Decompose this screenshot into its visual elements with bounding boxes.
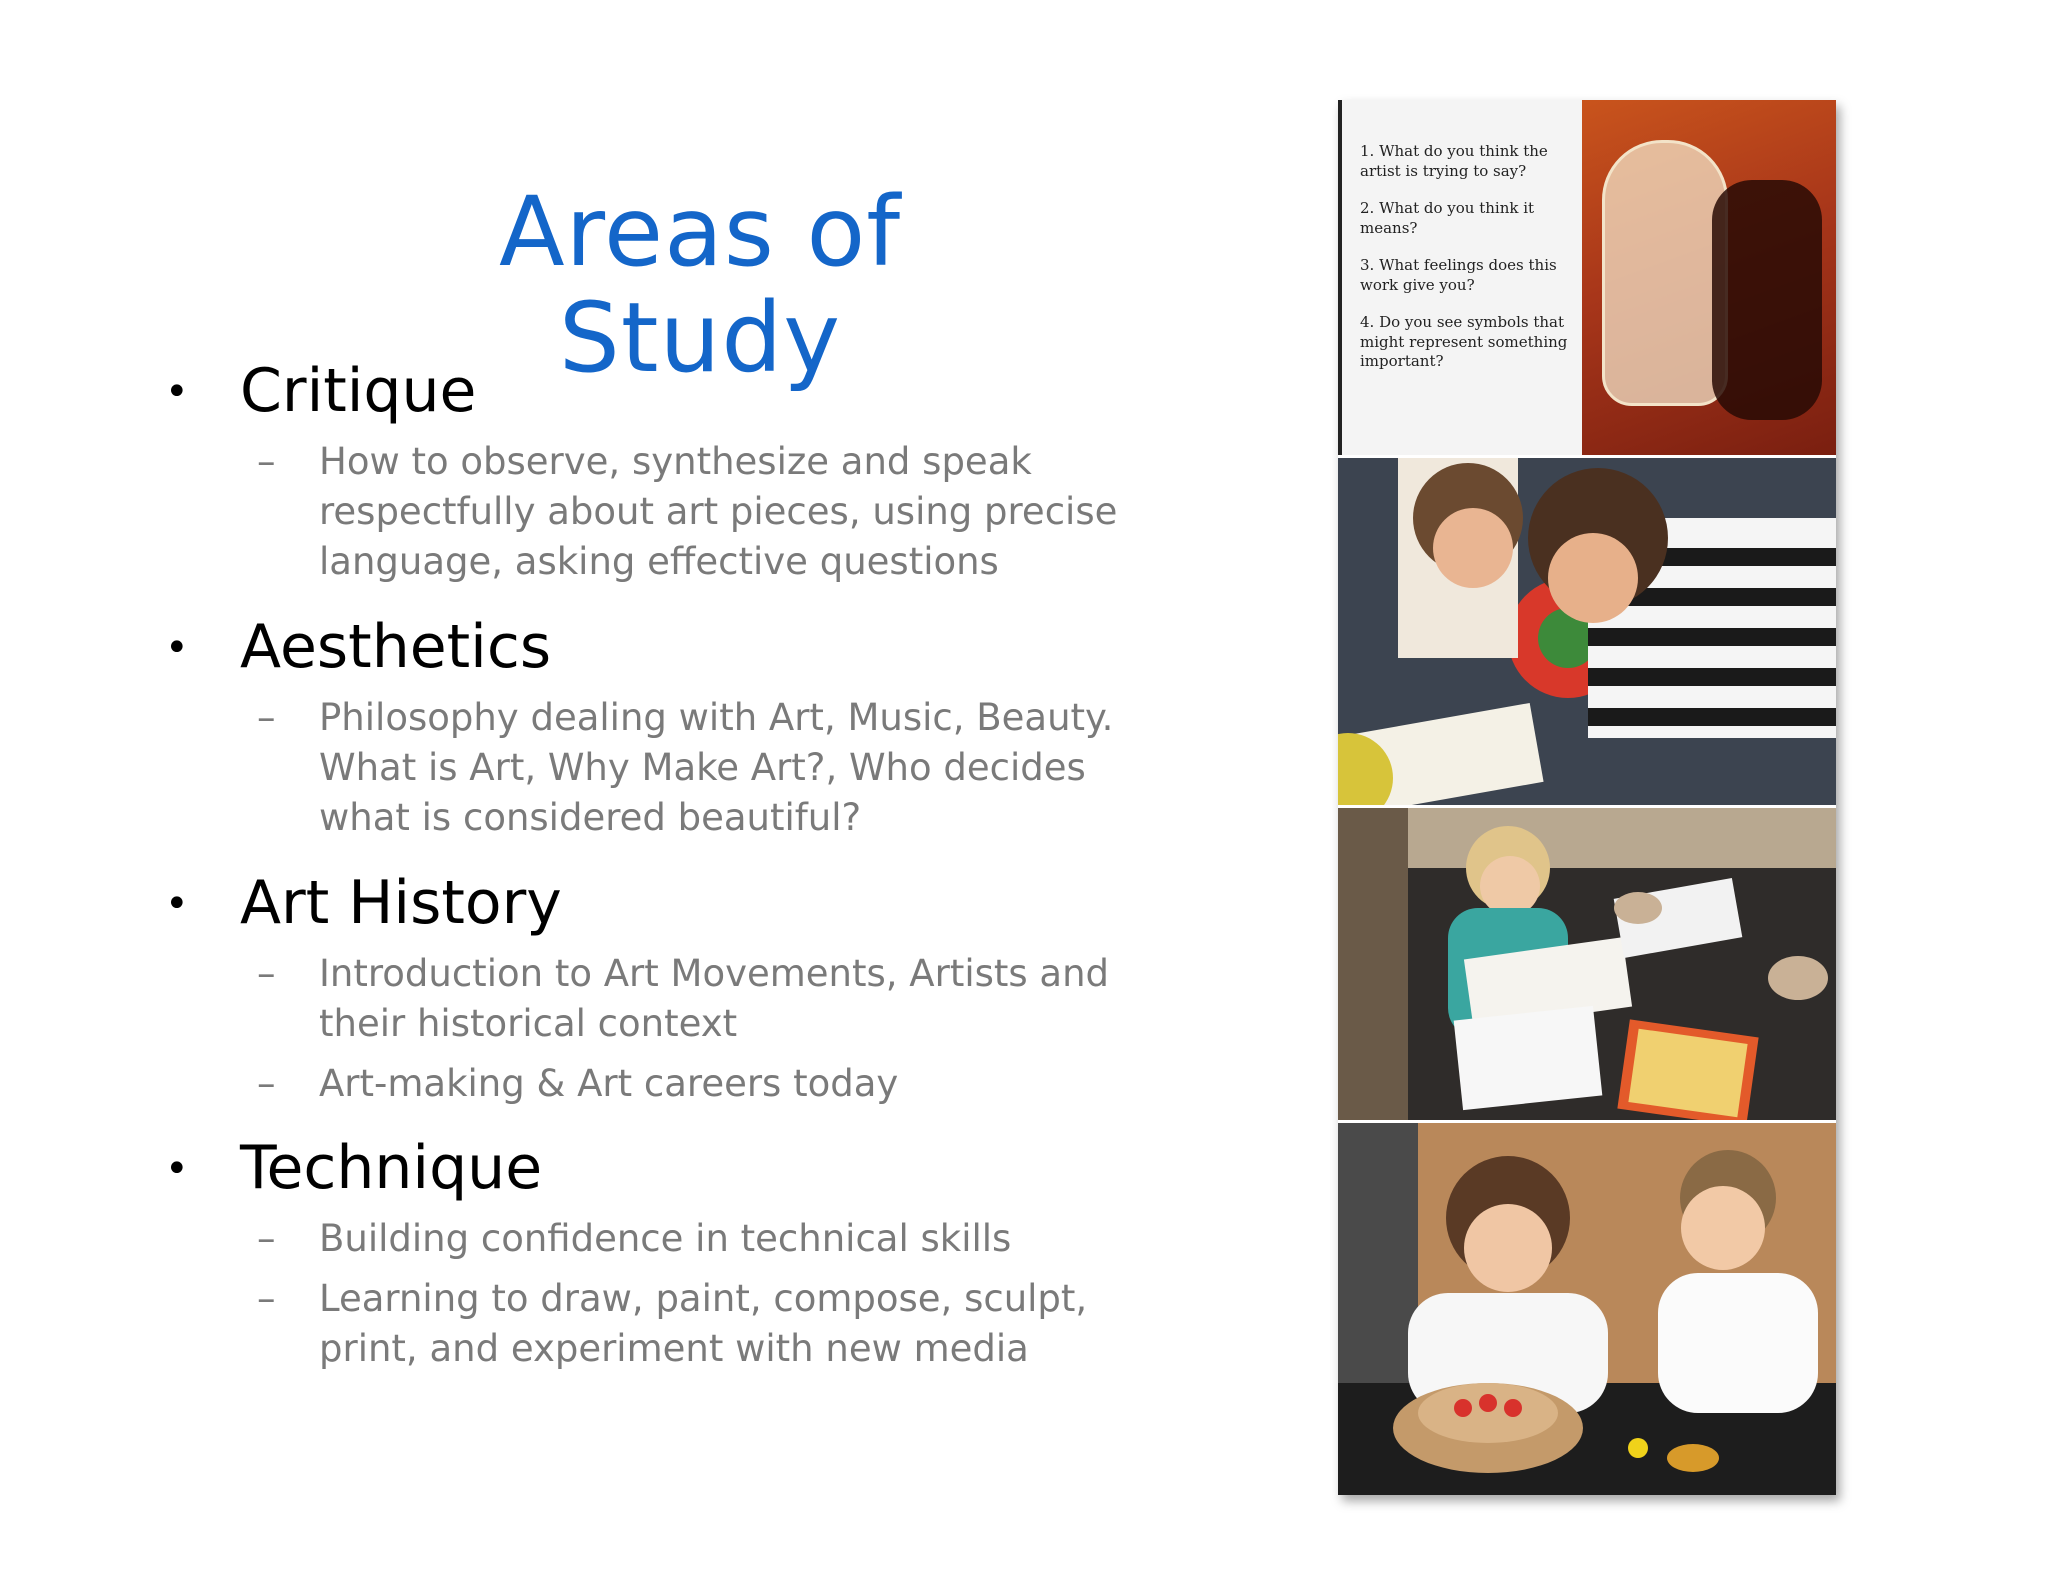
- bullet-marker: •: [165, 1146, 189, 1193]
- artwork-figure: [1602, 140, 1728, 406]
- slide-title: Areas of Study: [499, 176, 901, 394]
- artwork-image: [1582, 100, 1836, 455]
- question-text: 2. What do you think it means?: [1360, 199, 1535, 237]
- bullet-technique: [165, 1132, 1225, 1374]
- bullet-heading: Art History: [240, 867, 562, 938]
- bullet-heading: Critique: [240, 356, 477, 426]
- sub-bullet: [257, 1059, 1225, 1109]
- bullet-critique: [165, 355, 1225, 587]
- sub-bullet-text: Introduction to Art Movements, Artists and their historical context: [319, 951, 1110, 1045]
- sub-bullet-text: Philosophy dealing with Art, Music, Beauty. What is Art, Why Make Art?, Who decides what is considered beautiful?: [319, 695, 1114, 839]
- dash-marker: –: [257, 1277, 276, 1321]
- sub-bullet: [257, 949, 1225, 1049]
- question-text: 3. What feelings does this work give you?: [1360, 256, 1557, 294]
- dash-marker: –: [257, 951, 276, 995]
- artwork-shadow: [1712, 180, 1822, 420]
- bullet-marker: •: [165, 624, 189, 671]
- bullet-list: [165, 355, 1225, 1398]
- photo-strip: [1338, 100, 1836, 1495]
- critique-questions-photo: [1338, 100, 1836, 455]
- bullet-marker: •: [165, 369, 189, 415]
- children-sculpting-photo: [1338, 1123, 1836, 1495]
- bullet-art-history: [165, 867, 1225, 1109]
- bullet-aesthetics: [165, 611, 1225, 843]
- children-drawing-scene: [1338, 808, 1836, 1120]
- sub-bullet: [257, 1274, 1225, 1374]
- children-reading-scene: [1338, 458, 1836, 805]
- children-sculpting-scene: [1338, 1123, 1836, 1495]
- sub-bullet-text: How to observe, synthesize and speak respectfully about art pieces, using precise language, asking effective questions: [319, 440, 1118, 583]
- children-reading-photo: [1338, 458, 1836, 805]
- sub-bullet: [257, 437, 1225, 587]
- dash-marker: –: [257, 1061, 276, 1105]
- critique-questions: [1360, 142, 1580, 390]
- bullet-heading: Aesthetics: [240, 611, 552, 682]
- dash-marker: –: [257, 695, 276, 739]
- sub-bullet: [257, 1214, 1225, 1264]
- sub-bullet: [257, 693, 1225, 843]
- children-drawing-photo: [1338, 808, 1836, 1120]
- bullet-heading: Technique: [240, 1133, 543, 1204]
- question-text: 1. What do you think the artist is trying to say?: [1360, 142, 1548, 180]
- dash-marker: –: [257, 1217, 276, 1261]
- sub-bullet-text: Learning to draw, paint, compose, sculpt, print, and experiment with new media: [319, 1277, 1088, 1371]
- bullet-marker: •: [165, 880, 189, 927]
- sub-bullet-text: Building confidence in technical skills: [319, 1217, 1012, 1261]
- dash-marker: –: [257, 440, 276, 483]
- sub-bullet-text: Art-making & Art careers today: [319, 1061, 899, 1105]
- question-text: 4. Do you see symbols that might represent something important?: [1360, 313, 1568, 370]
